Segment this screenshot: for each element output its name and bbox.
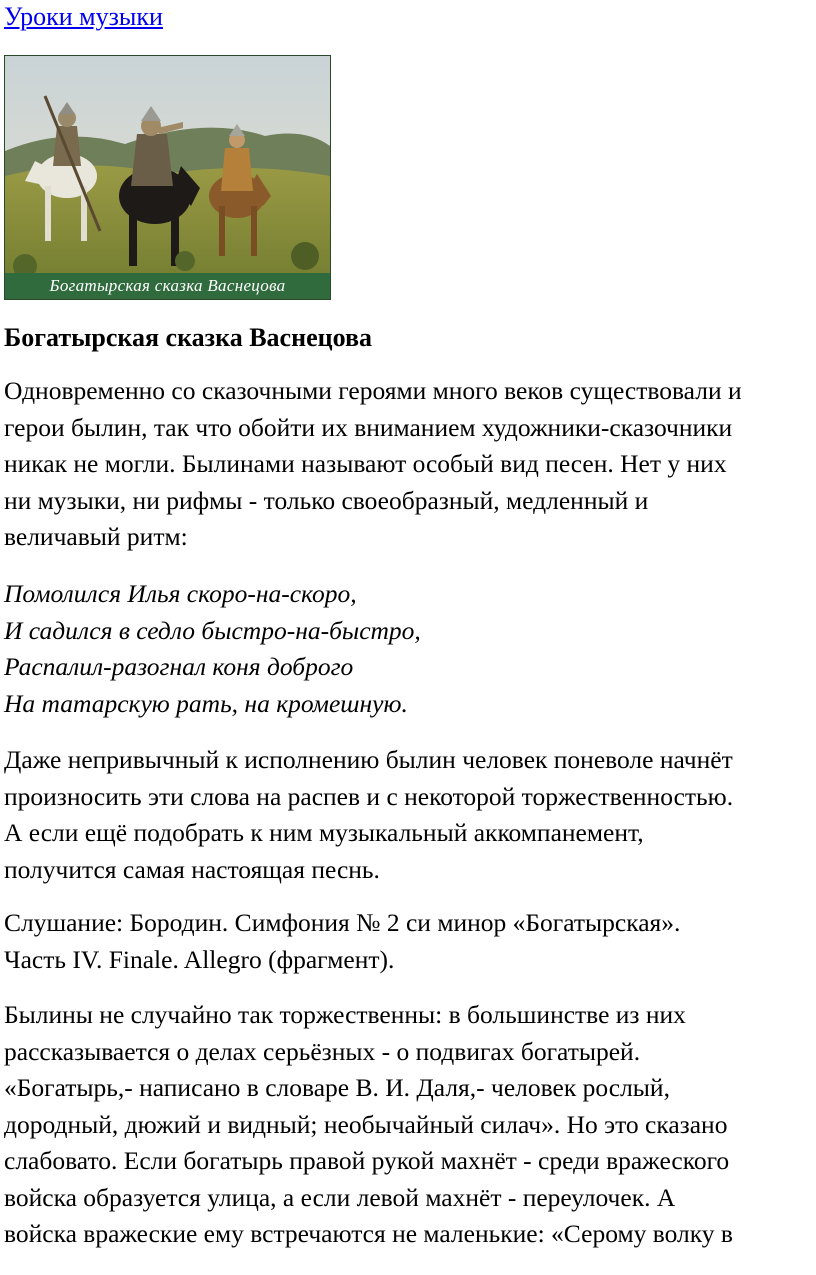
paragraph-line: Часть IV. Finale. Allegro (фрагмент). [4, 944, 395, 974]
poem-line: Помолился Илья скоро-на-скоро, [4, 579, 357, 608]
paragraph-line: произносить эти слова на распев и с некоторой торжественностью. [4, 781, 734, 811]
lesson-link[interactable]: Уроки музыки [4, 2, 163, 31]
performance-paragraph [4, 742, 816, 888]
painting-image [4, 55, 331, 300]
paragraph-line: величавый ритм: [4, 522, 188, 551]
paragraph-line: никак не могли. Былинами называют особый вид песен. Нет у них [4, 449, 727, 478]
poem-line: На татарскую рать, на кромешную. [4, 688, 408, 718]
paragraph-line: ни музыки, ни рифмы - только своеобразный, медленный и [4, 485, 649, 515]
paragraph-line: рассказывается о делах серьёзных - о подвигах богатырей. [4, 1036, 641, 1066]
poem-line: Распалил-разогнал коня доброго [4, 652, 354, 681]
poem-line: И садился в седло быстро-на-быстро, [4, 615, 421, 645]
bylina-poem [4, 576, 816, 722]
paragraph-line: герои былин, так что обойти их вниманием художники-сказочники [4, 412, 733, 442]
paragraph-line: слабовато. Если богатырь правой рукой махнёт - среди вражеского [4, 1146, 730, 1175]
paragraph-line: получится самая настоящая песнь. [4, 854, 380, 884]
paragraph-line: «Богатырь,- написано в словаре В. И. Даля,- человек рослый, [4, 1073, 670, 1102]
paragraph-line: Одновременно со сказочными героями много веков существовали и [4, 376, 742, 405]
paragraph-line: войска вражеские ему встречаются не маленькие: «Серому волку в [4, 1219, 733, 1248]
paragraph-line: Былины не случайно так торжественны: в большинстве из них [4, 1000, 686, 1029]
paragraph-line: Даже непривычный к исполнению былин человек поневоле начнёт [4, 745, 733, 774]
intro-paragraph [4, 373, 816, 556]
paragraph-line: Слушание: Бородин. Симфония № 2 си минор «Богатырская». [4, 908, 681, 937]
paragraph-line: войска образуется улица, а если левой махнёт - переулочек. А [4, 1182, 676, 1212]
painting-caption: Богатырская сказка Васнецова [5, 273, 330, 299]
bogatyr-paragraph [4, 997, 816, 1253]
listening-paragraph [4, 905, 816, 978]
painting-illustration [5, 56, 330, 299]
paragraph-line: А если ещё подобрать к ним музыкальный аккомпанемент, [4, 818, 644, 847]
article-title: Богатырская сказка Васнецова [4, 323, 372, 352]
paragraph-line: дородный, дюжий и видный; необычайный силач». Но это сказано [4, 1109, 728, 1139]
